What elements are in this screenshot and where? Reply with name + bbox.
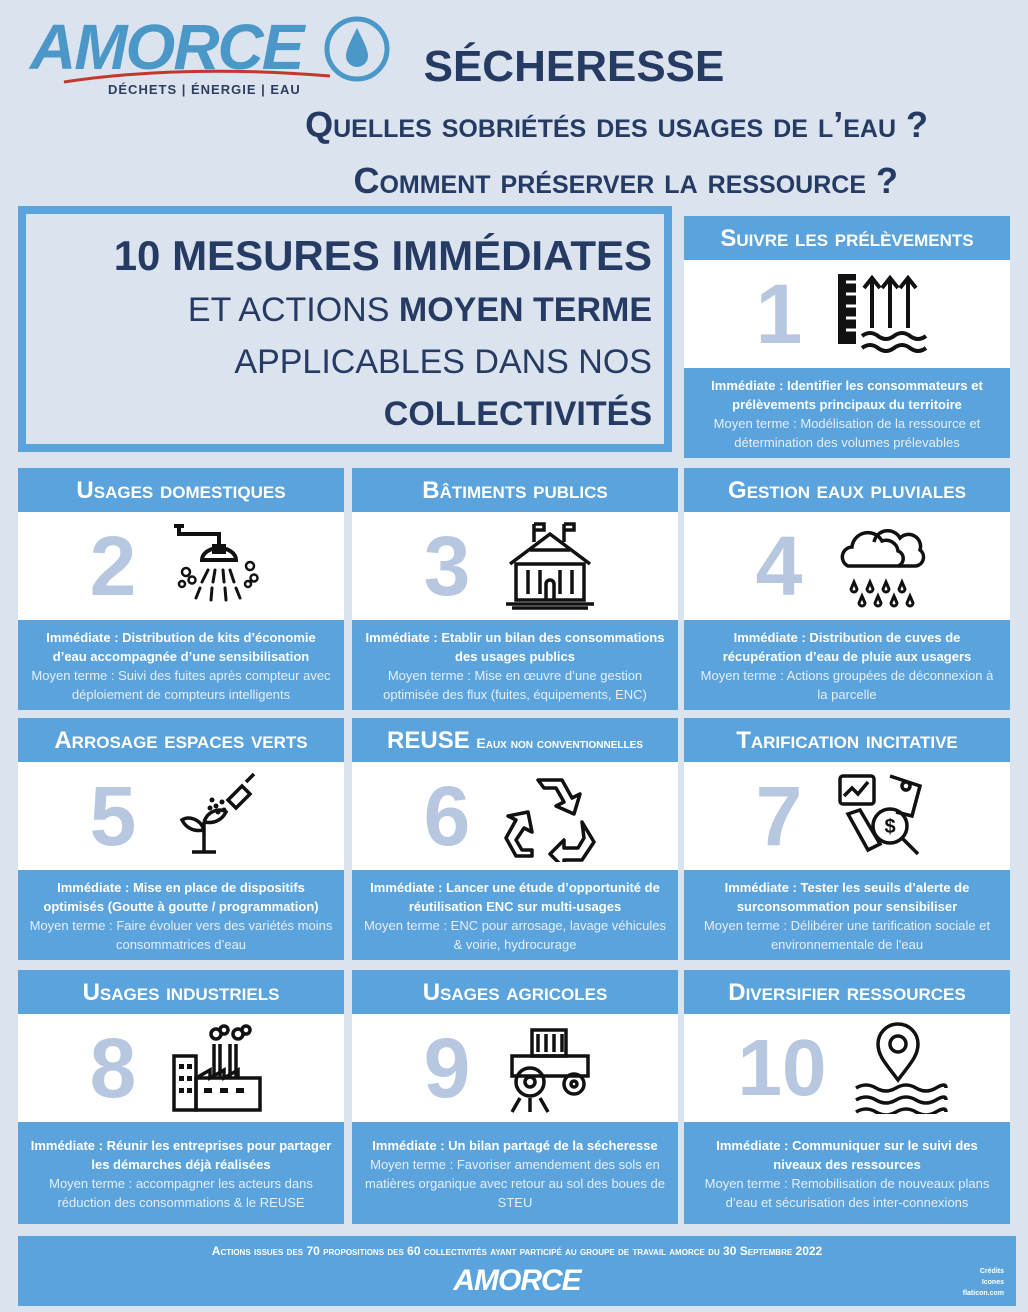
credits-icons: Icones — [981, 1279, 1004, 1286]
intro-box — [18, 206, 672, 452]
medium-term-action: Moyen terme : Délibérer une tarification sociale et environnementale de l'eau — [703, 918, 991, 952]
water-level-gauge-icon — [834, 268, 930, 360]
card-title: Usages domestiques — [18, 468, 344, 512]
card-title-main: REUSE — [387, 727, 470, 754]
tractor-icon — [502, 1022, 598, 1114]
card-number: 2 — [89, 519, 137, 613]
infographic-page — [10, 6, 1018, 1306]
water-location-icon — [852, 1022, 948, 1114]
immediate-action: Immédiate : Lancer une étude d’opportunité de réutilisation ENC sur multi-usages — [370, 880, 660, 914]
medium-term-action: Moyen terme : Remobilisation de nouveaux plans d’eau et sécurisation des inter-connexions — [704, 1176, 990, 1210]
card-number: 9 — [423, 1021, 471, 1115]
medium-term-action: Moyen terme : Faire évoluer vers des variétés moins consommatrices d’eau — [29, 918, 333, 952]
logo-wordmark: AMORCE — [30, 11, 303, 83]
recycle-icon — [502, 770, 598, 862]
footer-banner — [18, 1236, 1016, 1306]
card-number: 8 — [89, 1021, 137, 1115]
pricing-analysis-icon — [834, 770, 930, 862]
measure-card-2 — [18, 468, 344, 710]
card-number: 1 — [755, 267, 803, 361]
card-number: 7 — [755, 769, 803, 863]
intro-line-2 — [26, 284, 652, 336]
medium-term-action: Moyen terme : Actions groupées de déconnexion à la parcelle — [700, 668, 994, 702]
card-title: Diversifier ressources — [684, 970, 1010, 1014]
card-number: 3 — [423, 519, 471, 613]
intro-line-2-regular: ET ACTIONS — [187, 291, 399, 329]
intro-line-4: COLLECTIVITÉS — [383, 395, 652, 433]
medium-term-action: Moyen terme : Modélisation de la ressource et détermination des volumes prélevables — [713, 416, 981, 450]
measure-card-1 — [684, 216, 1010, 458]
medium-term-action: Moyen terme : Mise en œuvre d’une gestion optimisée des flux (fuites, équipements, ENC) — [383, 668, 647, 702]
card-title: Arrosage espaces verts — [18, 718, 344, 762]
card-title: Bâtiments publics — [352, 468, 678, 512]
intro-line-2-bold: MOYEN TERME — [398, 291, 652, 329]
factory-icon — [168, 1022, 264, 1114]
card-title: Gestion eaux pluviales — [684, 468, 1010, 512]
measure-card-8 — [18, 970, 344, 1224]
intro-line-1: 10 MESURES IMMÉDIATES — [113, 232, 652, 279]
svg-text:$: $ — [884, 816, 896, 838]
shower-icon — [168, 520, 264, 612]
watering-sprout-icon — [168, 770, 264, 862]
page-title: SÉCHERESSE — [423, 42, 725, 91]
measure-card-7 — [684, 718, 1010, 960]
card-number: 10 — [737, 1023, 827, 1112]
card-title: Usages agricoles — [352, 970, 678, 1014]
card-title: Tarification incitative — [684, 718, 1010, 762]
intro-line-3: APPLICABLES DANS NOS — [234, 343, 652, 381]
card-title-sub: Eaux non conventionnelles — [476, 735, 643, 751]
card-title: Suivre les prélèvements — [684, 216, 1010, 260]
immediate-action: Immédiate : Etablir un bilan des consommations des usages publics — [365, 630, 665, 664]
logo-tagline: DÉCHETS | ÉNERGIE | EAU — [108, 82, 301, 97]
card-number: 5 — [89, 769, 137, 863]
medium-term-action: Moyen terme : Favoriser amendement des sols en matières organique avec retour au sol des boues de STEU — [365, 1157, 665, 1210]
immediate-action: Immédiate : Communiquer sur le suivi des niveaux des ressources — [716, 1138, 978, 1172]
question-2: Comment préserver la ressource ? — [353, 160, 898, 201]
measure-card-4 — [684, 468, 1010, 710]
measure-card-9 — [352, 970, 678, 1224]
measure-card-10 — [684, 970, 1010, 1224]
immediate-action: Immédiate : Un bilan partagé de la sécheresse — [372, 1138, 658, 1153]
credits-label: Crédits — [979, 1268, 1004, 1275]
card-number: 6 — [423, 769, 471, 863]
footer-logo: AMORCE — [453, 1264, 581, 1297]
card-title: Usages industriels — [18, 970, 344, 1014]
footer-source-text: Actions issues des 70 propositions des 60 collectivités ayant participé au groupe de travail amorce du 30 Septembre 2022 — [211, 1244, 823, 1258]
question-1: Quelles sobriétés des usages de l’eau ? — [305, 104, 928, 145]
immediate-action: Immédiate : Mise en place de dispositifs optimisés (Goutte à goutte / programmation) — [43, 880, 319, 914]
credits-link[interactable]: flaticon.com — [962, 1290, 1004, 1297]
card-title — [352, 718, 678, 762]
measure-card-6 — [352, 718, 678, 960]
card-number: 4 — [755, 519, 803, 613]
measure-card-5 — [18, 718, 344, 960]
credits — [963, 1266, 1004, 1299]
immediate-action: Immédiate : Identifier les consommateurs et prélèvements principaux du territoire — [711, 378, 983, 412]
immediate-action: Immédiate : Tester les seuils d’alerte de surconsommation pour sensibiliser — [724, 880, 970, 914]
medium-term-action: Moyen terme : accompagner les acteurs dans réduction des consommations & le REUSE — [49, 1176, 313, 1210]
immediate-action: Immédiate : Réunir les entreprises pour partager les démarches déjà réalisées — [30, 1138, 332, 1172]
town-hall-icon — [502, 520, 598, 612]
rain-cloud-icon — [834, 520, 930, 612]
medium-term-action: Moyen terme : ENC pour arrosage, lavage véhicules & voirie, hydrocurage — [363, 918, 667, 952]
immediate-action: Immédiate : Distribution de cuves de récupération d’eau de pluie aux usagers — [722, 630, 972, 664]
immediate-action: Immédiate : Distribution de kits d’économie d’eau accompagnée d’une sensibilisation — [46, 630, 316, 664]
medium-term-action: Moyen terme : Suivi des fuites après compteur avec déploiement de compteurs intelligents — [31, 668, 331, 702]
measure-card-3 — [352, 468, 678, 710]
